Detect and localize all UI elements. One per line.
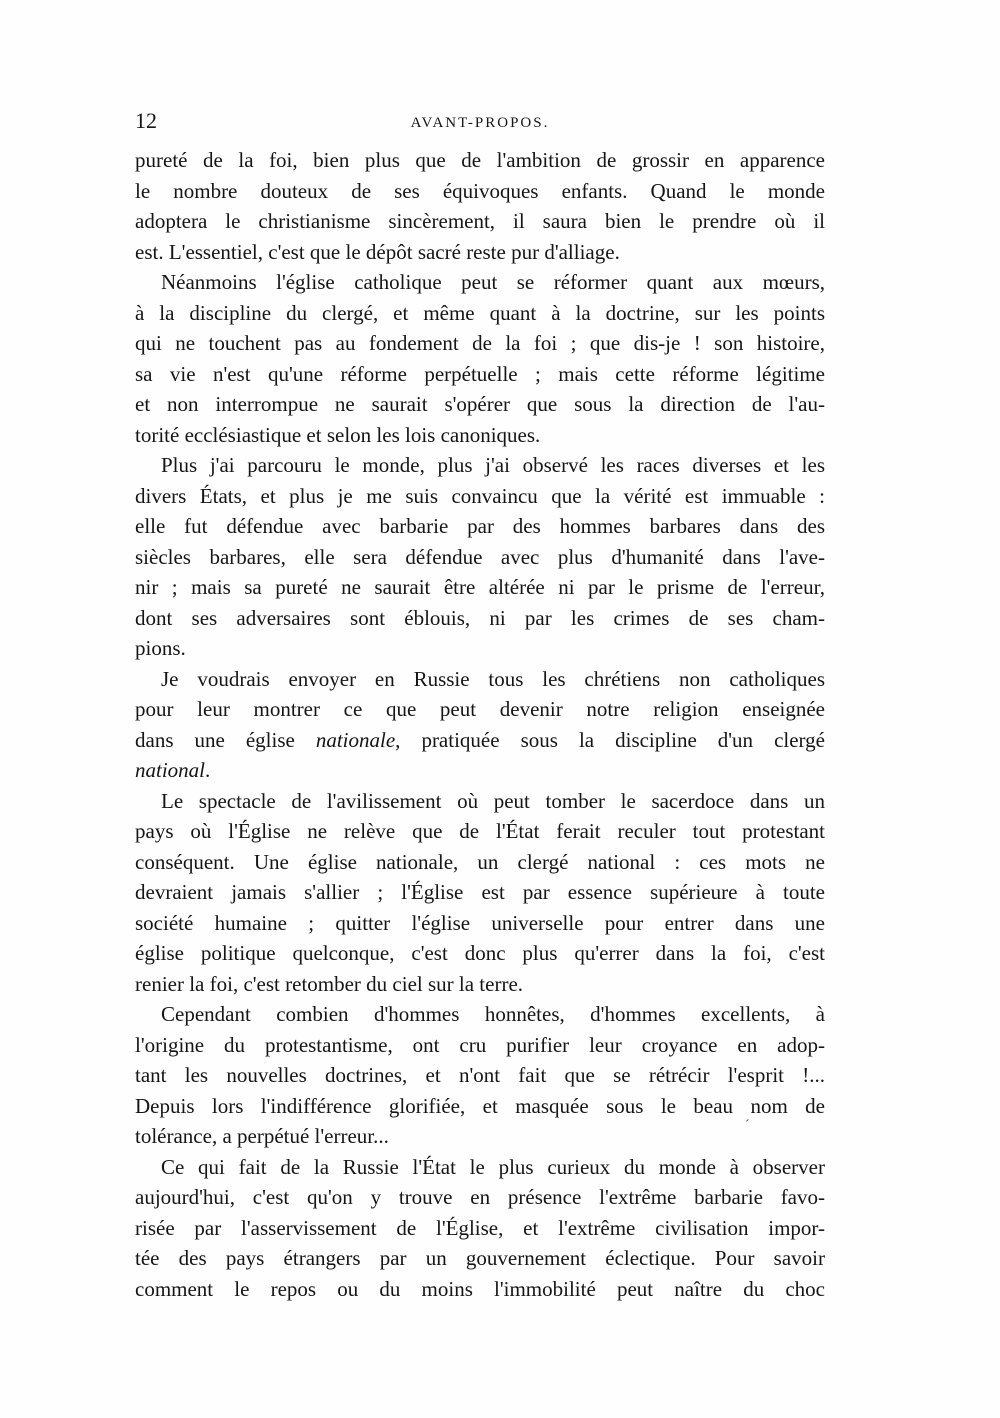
text-line: tolérance, a perpétué l'erreur... <box>135 1124 389 1148</box>
text-line: tant les nouvelles doctrines, et n'ont fait que se rétrécir l'esprit !... <box>135 1063 825 1087</box>
text-line: Je voudrais envoyer en Russie tous les chrétiens non catholiques <box>161 666 825 691</box>
text-line: divers États, et plus je me suis convaincu que la vérité est immuable : <box>135 483 825 508</box>
text-line <box>135 755 825 786</box>
text-line: à la discipline du clergé, et même quant à la doctrine, sur les points <box>135 300 825 325</box>
text-line: pays où l'Église ne relève que de l'État ferait reculer tout protestant <box>135 819 825 843</box>
text-line: le nombre douteux de ses équivoques enfants. Quand le monde <box>135 178 825 203</box>
text-line: société humaine ; quitter l'église universelle pour entrer dans une <box>135 910 825 935</box>
text-line: pour leur montrer ce que peut devenir notre religion enseignée <box>135 697 825 721</box>
text-line: tée des pays étrangers par un gouvernement éclectique. Pour savoir <box>135 1246 825 1270</box>
text-line: dont ses adversaires sont éblouis, ni par les crimes de ses cham- <box>135 605 825 630</box>
text-line: Cependant combien d'hommes honnêtes, d'hommes excellents, à <box>161 1002 825 1026</box>
page-number: 12 <box>135 108 157 133</box>
text-line: pions. <box>135 636 186 660</box>
text-run: , pratiquée sous la discipline d'un clergé <box>395 727 825 752</box>
paragraph-6 <box>135 999 825 1152</box>
text-line: devraient jamais s'allier ; l'Église est par essence supérieure à toute <box>135 880 825 904</box>
text-line: siècles barbares, elle sera défendue avec plus d'humanité dans l'ave- <box>135 544 825 569</box>
text-line: Le spectacle de l'avilissement où peut tomber le sacerdoce dans un <box>161 788 825 813</box>
paragraph-3 <box>135 450 825 664</box>
text-line: aujourd'hui, c'est qu'on y trouve en présence l'extrême barbarie favo- <box>135 1185 825 1209</box>
text-line: l'origine du protestantisme, ont cru purifier leur croyance en adop- <box>135 1032 825 1057</box>
text-line: et non interrompue ne saurait s'opérer que sous la direction de l'au- <box>135 392 825 416</box>
text-line: conséquent. Une église nationale, un clergé national : ces mots ne <box>135 849 825 874</box>
text-line: qui ne touchent pas au fondement de la foi ; que dis-je ! son histoire, <box>135 331 825 355</box>
body-text <box>135 145 825 1304</box>
text-line: risée par l'asservissement de l'Église, et l'extrême civilisation impor- <box>135 1215 825 1240</box>
running-title: AVANT-PROPOS. <box>410 115 550 131</box>
paragraph-2 <box>135 267 825 450</box>
text-line: sa vie n'est qu'une réforme perpétuelle ; mais cette réforme légitime <box>135 361 825 386</box>
scan-artifact-mark: ˊ <box>745 1118 750 1133</box>
paragraph-5 <box>135 786 825 1000</box>
text-line: Plus j'ai parcouru le monde, plus j'ai observé les races diverses et les <box>161 453 825 477</box>
text-line: Néanmoins l'église catholique peut se réformer quant aux mœurs, <box>161 270 825 294</box>
text-line: Ce qui fait de la Russie l'État le plus curieux du monde à observer <box>161 1154 825 1179</box>
italic-term: nationale <box>315 727 396 752</box>
text-line: elle fut défendue avec barbarie par des hommes barbares dans des <box>135 514 825 538</box>
text-line: renier la foi, c'est retomber du ciel sur la terre. <box>135 971 524 996</box>
paragraph-1 <box>135 145 825 267</box>
paragraph-7 <box>135 1152 825 1305</box>
text-line: adoptera le christianisme sincèrement, il saura bien le prendre où il <box>135 209 825 233</box>
running-head <box>135 106 825 136</box>
paragraph-4 <box>135 664 825 786</box>
text-line: comment le repos ou du moins l'immobilité peut naître du choc <box>135 1276 825 1301</box>
text-line: église politique quelconque, c'est donc plus qu'errer dans la foi, c'est <box>135 941 825 965</box>
text-line: nir ; mais sa pureté ne saurait être altérée ni par le prisme de l'erreur, <box>135 575 825 599</box>
text-line: torité ecclésiastique et selon les lois canoniques. <box>135 422 541 447</box>
text-run: . <box>205 758 211 782</box>
text-line: Depuis lors l'indifférence glorifiée, et masquée sous le beau nom de <box>135 1093 825 1118</box>
text-line <box>135 725 825 756</box>
text-line: est. L'essentiel, c'est que le dépôt sacré reste pur d'alliage. <box>135 239 620 264</box>
italic-term: national <box>135 758 206 782</box>
text-line: pureté de la foi, bien plus que de l'ambition de grossir en apparence <box>135 148 825 172</box>
text-run: dans une église <box>135 727 316 752</box>
